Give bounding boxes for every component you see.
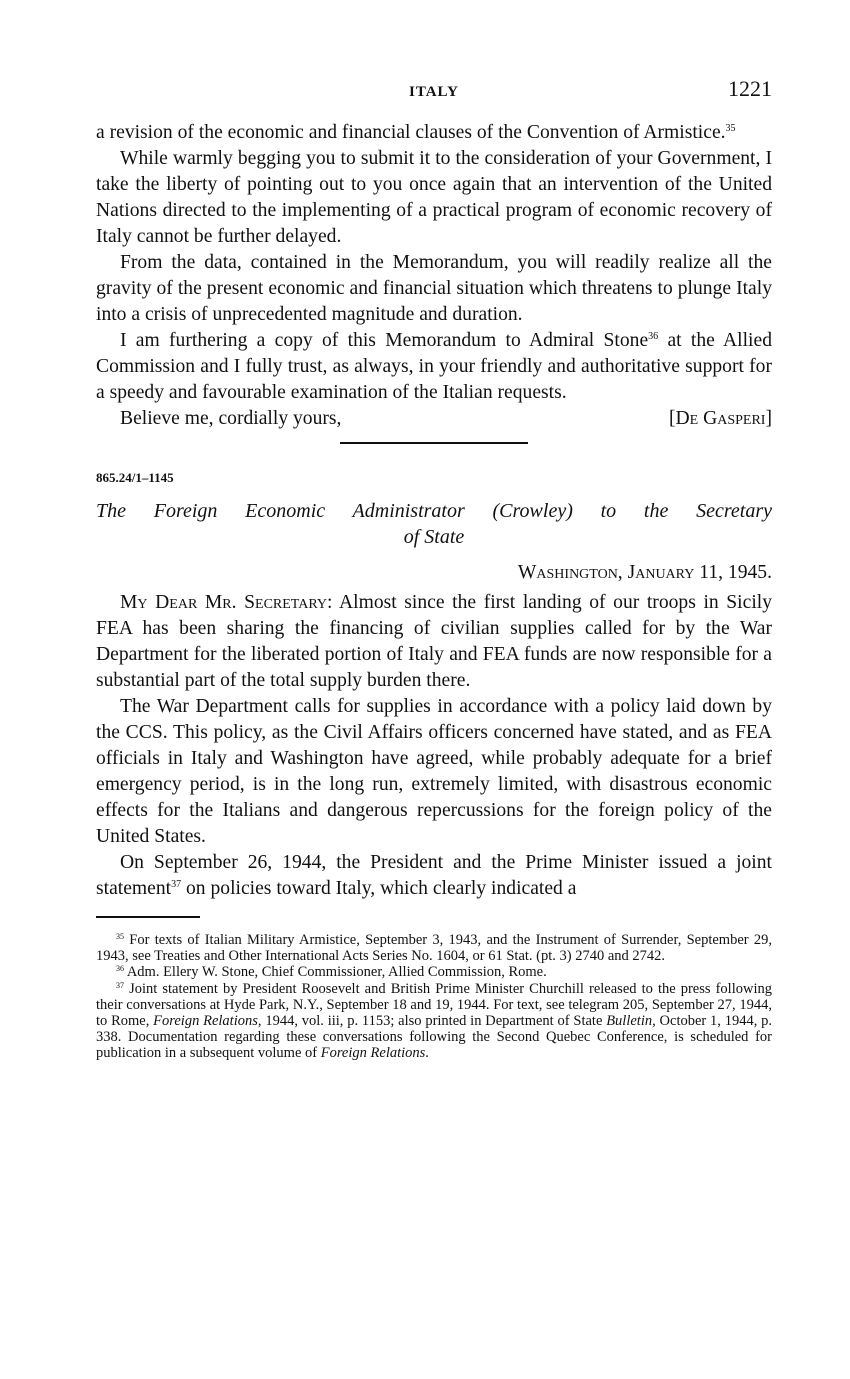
closing: Believe me, cordially yours,: [120, 408, 342, 429]
footnotes: [96, 932, 772, 1062]
footnote-divider: [96, 916, 200, 918]
document-paragraph-3: On September 26, 1944, the President and the Prime Minister issued a joint statement$^{37}$ on policies toward Italy, which clearly indicated a: [96, 852, 772, 899]
running-title: ITALY: [408, 84, 460, 100]
footnote-ref-35: 35: [725, 123, 736, 134]
letter-paragraph-3: From the data, contained in the Memorandum, you will readily realize all the gravity of the present economic and financial situation which threatens to plunge Italy into a crisis of unprecedented magnitude and duration.: [96, 252, 772, 325]
footnote-ref-37: 37: [171, 879, 182, 890]
document-body: [96, 590, 772, 902]
section-divider: [340, 442, 528, 444]
letter-paragraph-2: While warmly begging you to submit it to the consideration of your Government, I take the liberty of pointing out to you once again that an intervention of the United Nations directed to the implementing of a practical program of economic recovery of Italy cannot be further delayed.: [96, 148, 772, 247]
footnote-35: $^{35}$ For texts of Italian Military Armistice, September 3, 1943, and the Instrument of Surrender, September 29, 1943, see Treaties and Other International Acts Series No. 1604, or 61 Stat. (pt. 3) 2740 and 2742.: [96, 932, 773, 965]
salutation: My Dear Mr. Secretary:: [120, 592, 333, 613]
running-header: [96, 72, 772, 106]
document-title-line-2: of State: [403, 526, 465, 548]
signature: [De Gasperi]: [668, 408, 772, 429]
footnote-36: $^{36}$ Adm. Ellery W. Stone, Chief Commissioner, Allied Commission, Rome.: [116, 964, 547, 981]
document-paragraph-2: The War Department calls for supplies in accordance with a policy laid down by the CCS. This policy, as the Civil Affairs officers concerned have stated, and as FEA officials in Italy and Washington have agreed, while probably adequate for a brief emergency period, is in the long run, extremely limited, with disastrous economic effects for the Italians and dangerous repercussions for the foreign policy of the United States.: [96, 696, 772, 847]
footnote-37: $^{37}$ Joint statement by President Roosevelt and British Prime Minister Churchill released to the press following their conversations at Hyde Park, N.Y., September 18 and 19, 1944. For text, see telegram 205, September 27, 1944, to Rome, Foreign Relations, 1944, vol. iii, p. 1153; also printed in Department of State Bulletin, October 1, 1944, p. 338. Documentation regarding these conversations following the Second Quebec Conference, is scheduled for publication in a subsequent volume of Foreign Relations.: [96, 980, 773, 1062]
footnote-ref-36: 36: [648, 331, 659, 342]
dateline: Washington, January 11, 1945.: [517, 562, 772, 583]
document-title: [96, 498, 772, 550]
file-reference: 865.24/1–1145: [96, 470, 174, 485]
letter-paragraph-4: I am furthering a copy of this Memorandum to Admiral Stone$^{36}$ at the Allied Commission and I fully trust, as always, in your friendly and authoritative support for a speedy and favourable examination of the Italian requests.: [96, 330, 772, 403]
letter-paragraph-1: a revision of the economic and financial clauses of the Convention of Armistice.$^{35}$: [96, 122, 736, 143]
closing-line: [96, 406, 772, 432]
document-page: [96, 72, 772, 1062]
page-number: 1221: [728, 76, 772, 101]
document-paragraph-1: My Dear Mr. Secretary: Almost since the first landing of our troops in Sicily FEA has been sharing the financing of civilian supplies called for by the War Department for the liberated portion of Italy and FEA funds are now responsible for a substantial part of the total supply burden there.: [96, 592, 773, 691]
letter-continuation: [96, 120, 772, 432]
document-title-line-1: The Foreign Economic Administrator (Crowley) to the Secretary: [96, 500, 772, 522]
